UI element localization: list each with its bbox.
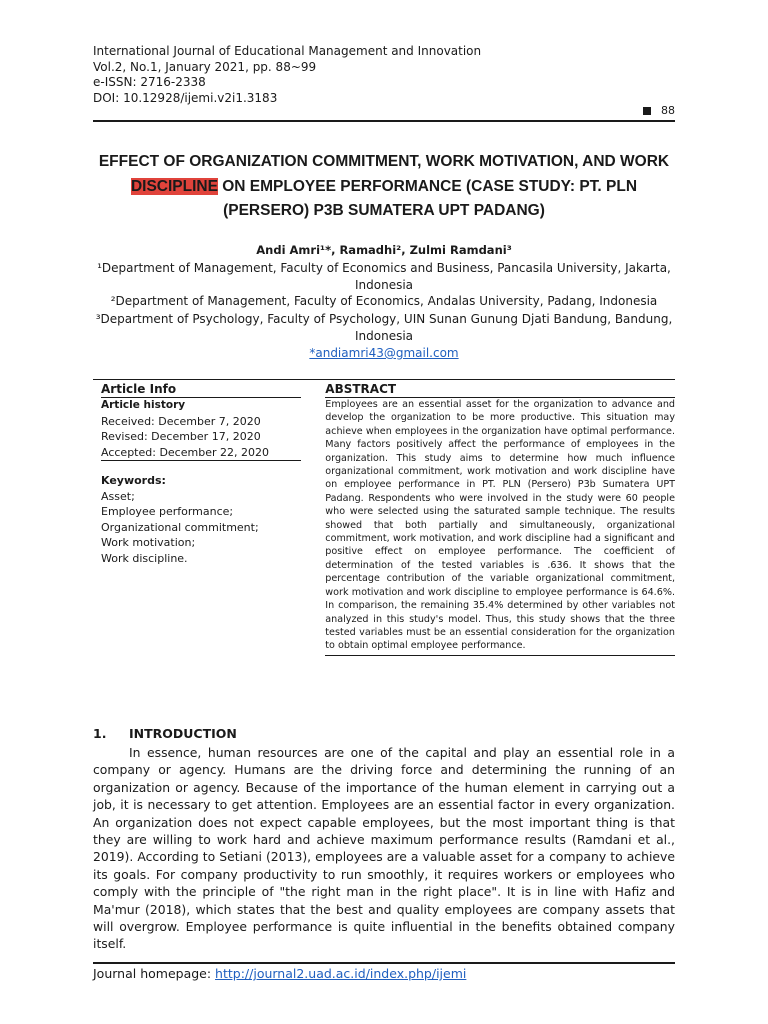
journal-doi: DOI: 10.12928/ijemi.v2i1.3183 — [93, 90, 278, 105]
journal-header — [93, 44, 481, 106]
page-number-area — [643, 104, 675, 117]
journal-name: International Journal of Educational Management and Innovation — [93, 44, 482, 58]
title-highlight: DISCIPLINE — [130, 177, 218, 195]
article-history-rule — [101, 460, 301, 461]
footer-divider — [93, 962, 675, 964]
article-info-column — [93, 380, 307, 656]
keyword-item: Asset; — [101, 489, 135, 503]
page-number: 88 — [661, 104, 675, 117]
section-number: 1. — [93, 726, 107, 741]
square-bullet-icon — [643, 107, 651, 115]
journal-homepage-link[interactable]: http://journal2.uad.ac.id/index.php/ijemi — [215, 966, 467, 981]
affiliation-1: ¹Department of Management, Faculty of Economics and Business, Pancasila University, Jakarta, Indonesia — [97, 261, 671, 292]
received-date: Received: December 7, 2020 — [101, 414, 261, 428]
keyword-item: Employee performance; — [101, 505, 234, 518]
keyword-item: Work motivation; — [101, 536, 196, 549]
authors: Andi Amri¹*, Ramadhi², Zulmi Ramdani³ — [256, 243, 512, 257]
abstract-text: Employees are an essential asset for the organization to advance and develop the organization to be more productive. This situation may achieve when employees in the organization have optimal performance. Many factors positively affect the performance of employees in the organization. This study aims to determine how much influence organizational commitment, work motivation and work discipline have on employee performance in PT. PLN (Persero) P3b Sumatera UPT Padang. Respondents who were involved in the study were 60 people who were selected using the saturated sample technique. The results showed that both partially and simultaneously, organizational commitment, work motivation, and work discipline had a significant and positive effect on employee performance. The coefficient of determination of the tested variables is .636. It shows that the percentage contribution of the variable organizational commitment, work motivation and work discipline to employee performance is 64.6%. In comparison, the remaining 35.4% determined by other variables not analyzed in this study's model. Thus, this study shows that the three tested variables must be an essential consideration for the organization to obtain optimal employee performance. — [325, 399, 675, 652]
journal-eissn: e-ISSN: 2716-2338 — [93, 75, 206, 89]
section-title: INTRODUCTION — [129, 726, 237, 741]
author-email-link[interactable]: *andiamri43@gmail.com — [309, 346, 459, 360]
email-line — [93, 345, 675, 362]
accepted-date: Accepted: December 22, 2020 — [101, 445, 269, 459]
journal-volume: Vol.2, No.1, January 2021, pp. 88~99 — [93, 59, 317, 74]
header-divider — [93, 120, 675, 122]
footer-label: Journal homepage: — [93, 966, 216, 981]
introduction-body — [93, 744, 675, 953]
affiliation-2: ²Department of Management, Faculty of Economics, Andalas University, Padang, Indonesia — [110, 294, 658, 308]
revised-date: Revised: December 17, 2020 — [101, 430, 261, 443]
abstract-heading: ABSTRACT — [325, 382, 397, 396]
keyword-item: Work discipline. — [101, 551, 188, 565]
article-info-box — [93, 379, 675, 656]
keywords-heading: Keywords: — [101, 474, 166, 487]
introduction-paragraph: In essence, human resources are one of the capital and play an essential role in a company or agency. Humans are the driving force and determining the running of an organization or agency. Because of the importance of the human element in carrying out a job, it is necessary to get attention. Employees are an essential factor in every organization. An organization does not expect capable employees, but the most important thing is that they are willing to work hard and achieve maximum performance results (Ramdani et al., 2019). According to Setiani (2013), employees are a valuable asset for a company to achieve its goals. For company productivity to run smoothly, it requires workers or employees who comply with the principle of "the right man in the right place". It is in line with Hafiz and Ma'mur (2018), which states that the best and quality employees are company assets that will overgrow. Employee performance is quite influential in the benefits obtained company itself. — [93, 745, 675, 952]
abstract-bottom-rule — [325, 655, 675, 656]
article-history-heading: Article history — [101, 399, 186, 411]
title-part-1: EFFECT OF ORGANIZATION COMMITMENT, WORK MOTIVATION, AND WORK — [98, 153, 670, 170]
footer — [93, 966, 466, 981]
title-part-2: ON EMPLOYEE PERFORMANCE (CASE STUDY: PT. PLN (PERSERO) P3B SUMATERA UPT PADANG) — [217, 177, 638, 219]
article-info-heading: Article Info — [101, 382, 177, 396]
section-heading-introduction — [93, 726, 237, 741]
affiliation-3: ³Department of Psychology, Faculty of Psychology, UIN Sunan Gunung Djati Bandung, Bandung, Indonesia — [95, 312, 673, 343]
keyword-item: Organizational commitment; — [101, 520, 259, 534]
abstract-column — [325, 380, 675, 656]
paper-title — [93, 150, 675, 224]
